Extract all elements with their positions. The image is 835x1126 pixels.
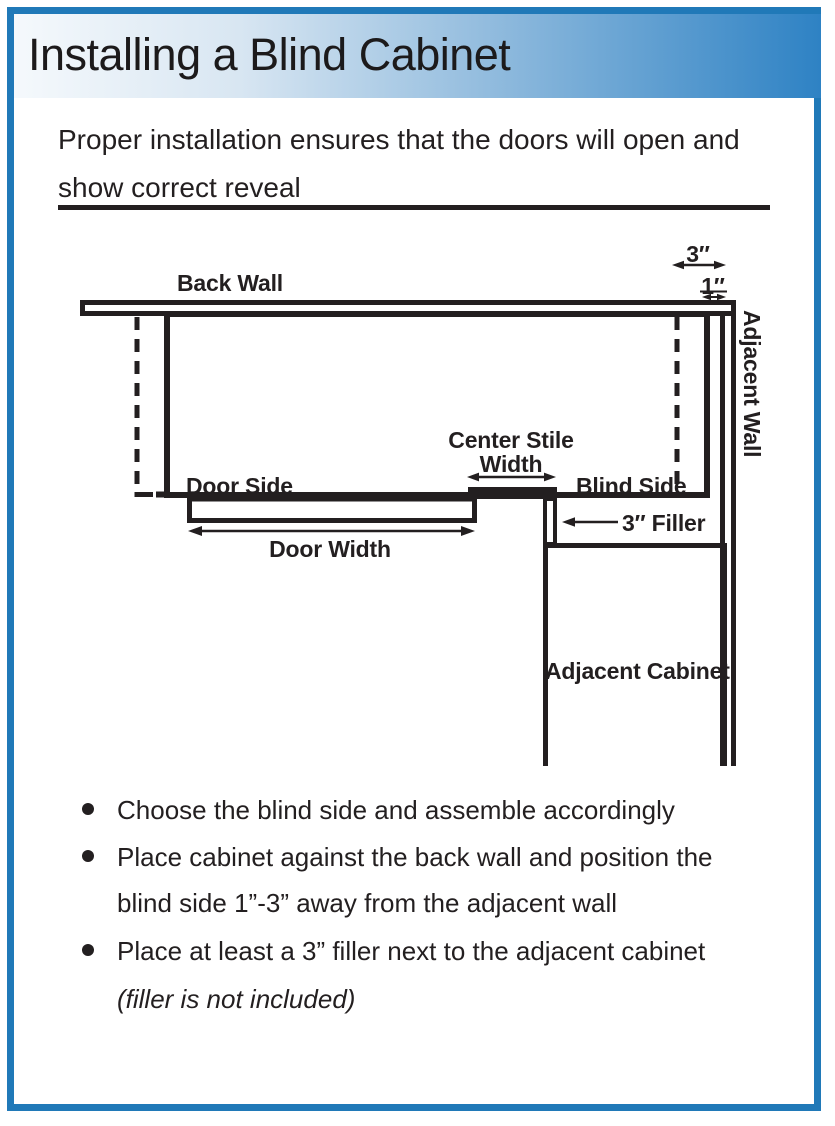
back-wall-label: Back Wall bbox=[176, 270, 283, 296]
door-width-label: Door Width bbox=[269, 536, 391, 562]
door-side-label: Door Side bbox=[186, 473, 293, 499]
blind-side-label: Blind Side bbox=[576, 473, 687, 499]
one-inch-label: 1″ bbox=[701, 273, 725, 299]
page-title: Installing a Blind Cabinet bbox=[28, 29, 511, 80]
center-stile-width-label bbox=[432, 428, 590, 476]
intro-text-line-2: show correct reveal bbox=[58, 172, 301, 203]
adjacent-wall-label: Adjacent Wall bbox=[739, 310, 765, 458]
bullet-dot bbox=[82, 803, 94, 815]
bullet-text: Place at least a 3” filler next to the adjacent cabinet bbox=[117, 936, 706, 966]
intro-text bbox=[58, 116, 740, 212]
filler-arrow bbox=[562, 517, 618, 526]
filler-label: 3″ Filler bbox=[622, 510, 706, 536]
diagram-drawing bbox=[0, 230, 835, 790]
filler-strip bbox=[545, 499, 555, 544]
adjacent-cabinet-outline bbox=[545, 546, 730, 767]
divider-rule bbox=[58, 205, 770, 210]
bullet-text: Place cabinet against the back wall and position the bbox=[117, 842, 713, 872]
bullet-dot bbox=[82, 944, 94, 956]
installation-diagram bbox=[0, 230, 835, 790]
door-width-arrow bbox=[188, 526, 475, 536]
header-banner bbox=[14, 14, 821, 98]
center-stile-width-label-line-2: Width bbox=[479, 451, 543, 477]
center-stile-width-label-line-1: Center Stile bbox=[448, 427, 574, 453]
intro-text-line-1: Proper installation ensures that the doors will open and bbox=[58, 124, 740, 155]
bullet-dot bbox=[82, 850, 94, 862]
three-inch-label: 3″ bbox=[686, 241, 710, 267]
bullet-note: (filler is not included) bbox=[117, 984, 356, 1014]
door-panel bbox=[190, 499, 475, 521]
adjacent-cabinet-label: Adjacent Cabinet bbox=[545, 658, 730, 684]
bullet-text: Choose the blind side and assemble accordingly bbox=[117, 795, 675, 825]
bullet-text-continuation: blind side 1”-3” away from the adjacent wall bbox=[117, 888, 618, 918]
